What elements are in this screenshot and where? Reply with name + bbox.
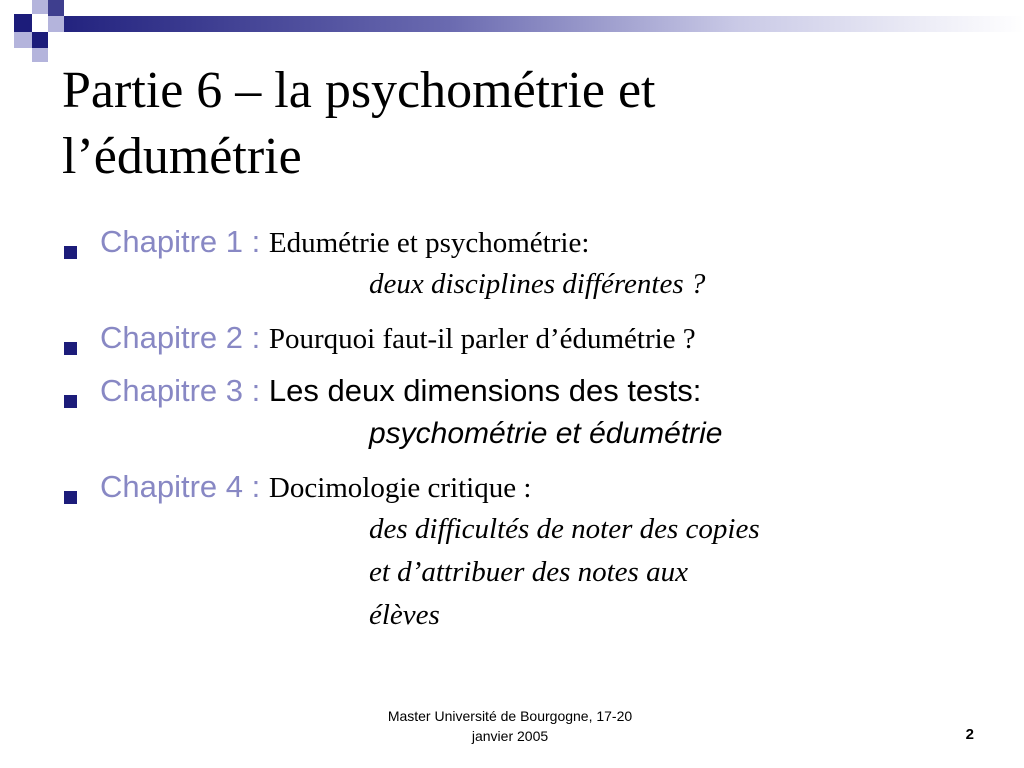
slide-title xyxy=(62,58,962,190)
chapter-subtitle: deux disciplines différentes ? xyxy=(369,268,706,300)
corner-square-4 xyxy=(48,0,64,16)
footer-line-2: janvier 2005 xyxy=(471,728,549,744)
chapter-list xyxy=(62,222,962,649)
chapter-item-2 xyxy=(62,318,962,359)
corner-square-3 xyxy=(48,16,64,32)
chapter-item-4 xyxy=(62,467,962,637)
chapter-title: Les deux dimensions des tests: xyxy=(268,373,702,408)
slide-title-line-2: l’édumétrie xyxy=(62,128,302,185)
footer-text xyxy=(340,706,680,746)
header-gradient-bar xyxy=(64,16,1024,32)
chapter-item-1 xyxy=(62,222,962,306)
square-bullet-icon xyxy=(64,491,77,504)
page-number: 2 xyxy=(965,726,974,743)
chapter-subtitle-line-2: et d’attribuer des notes aux xyxy=(369,556,688,588)
corner-square-7 xyxy=(32,48,48,62)
chapter-subtitle: psychométrie et édumétrie xyxy=(369,417,723,450)
chapter-item-3 xyxy=(62,371,962,455)
corner-square-5 xyxy=(14,32,32,48)
chapter-title: Edumétrie et psychométrie: xyxy=(268,227,590,259)
corner-square-6 xyxy=(32,32,48,48)
chapter-subtitle-line-1: des difficultés de noter des copies xyxy=(369,513,760,545)
chapter-subtitle-line-3: élèves xyxy=(369,599,440,631)
chapter-title: Pourquoi faut-il parler d’édumétrie ? xyxy=(268,323,696,355)
slide-title-line-1: Partie 6 – la psychométrie et xyxy=(62,62,656,119)
corner-square-1 xyxy=(14,14,32,32)
chapter-title: Docimologie critique : xyxy=(268,472,532,504)
footer-line-1: Master Université de Bourgogne, 17-20 xyxy=(387,708,633,724)
square-bullet-icon xyxy=(64,395,77,408)
chapter-label: Chapitre 1 : xyxy=(100,224,269,259)
chapter-label: Chapitre 4 : xyxy=(100,469,269,504)
square-bullet-icon xyxy=(64,246,77,259)
chapter-label: Chapitre 3 : xyxy=(100,373,269,408)
square-bullet-icon xyxy=(64,342,77,355)
chapter-label: Chapitre 2 : xyxy=(100,320,269,355)
corner-square-2 xyxy=(32,0,48,14)
